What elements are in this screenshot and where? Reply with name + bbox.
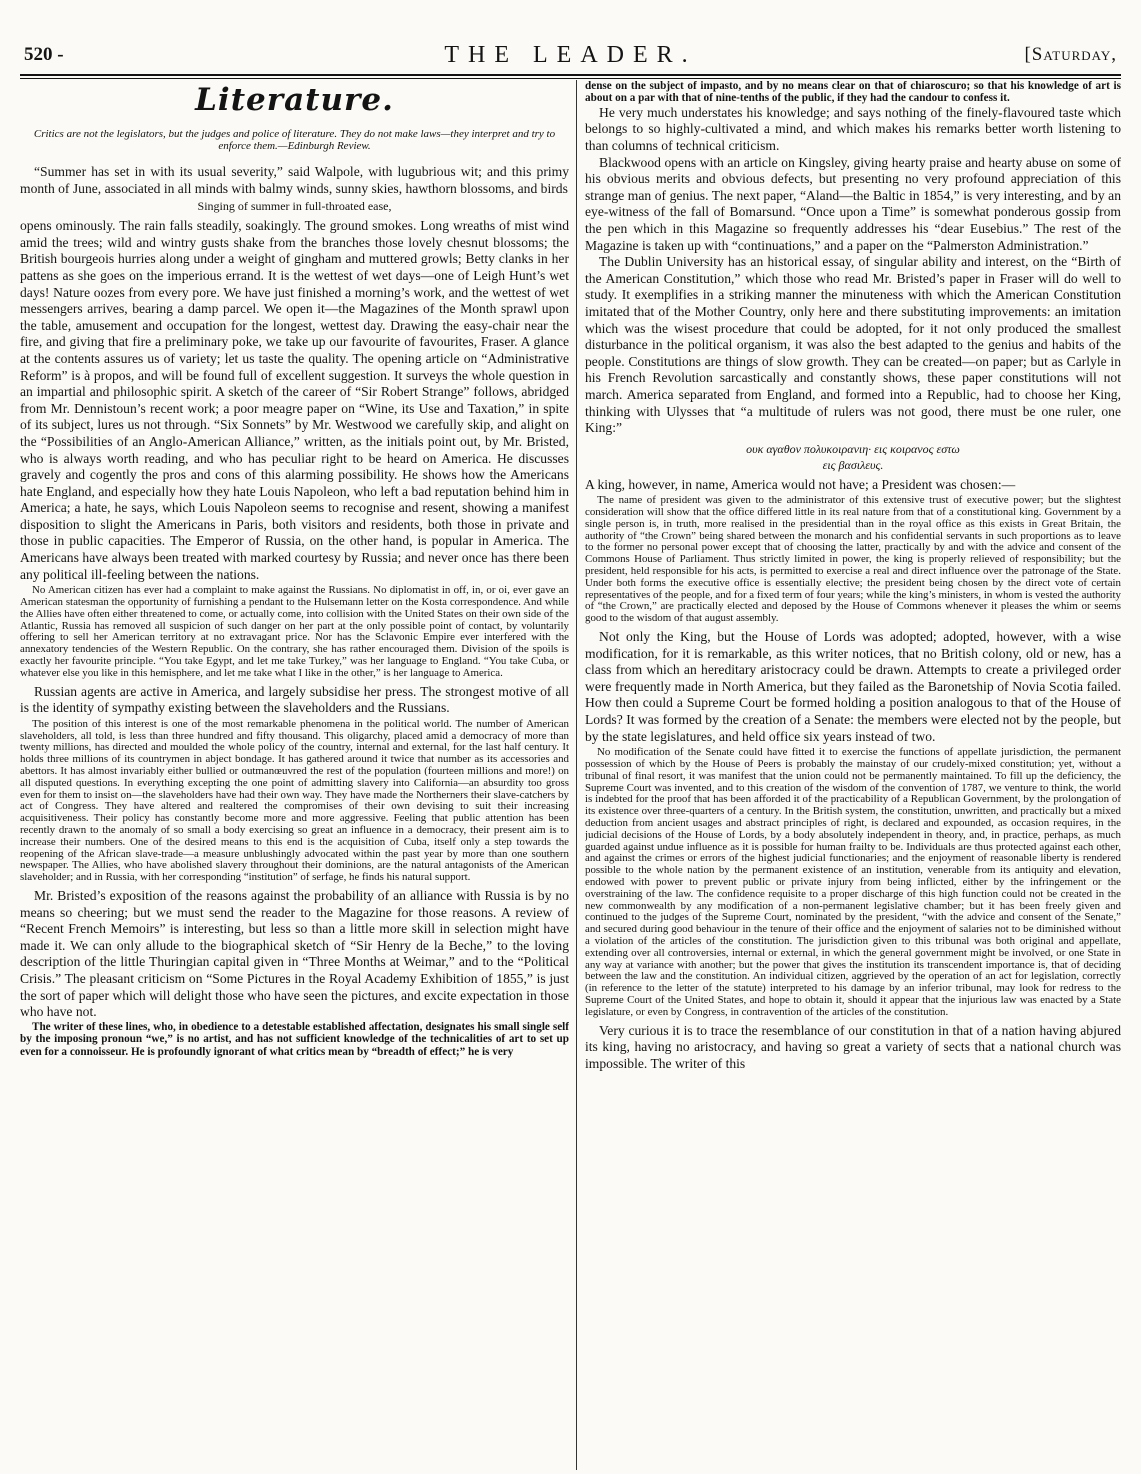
quote-russians: No American citizen has ever had a complaint to make against the Russians. No diplomatist in off, in, or oi, ever gave an American statesman the opportunity of furnishing a pendant to the Hulsemann letter on the Kosta correspondence. And while the Allies have often either threatened to come, or actually come, into collision with the United States on their own side of the Atlantic, Russia has removed all suspicion of such danger on her part at the only possible point of contact, by voluntarily offering to sell her American territory at no extravagant price. Nor has the Sclavonic Empire ever interfered with the annexatory tendencies of the Western Republic. On the contrary, she has rather encouraged them. Division of the spoils is exactly her favourite principle. “You take Egypt, and let me take Turkey,” was her language to England. “You take Cuba, or whatever else you like in this hemisphere, and let me take what I like in the other,” is her language to America. — [20, 584, 569, 679]
quote-writer-note-cont: dense on the subject of impasto, and by no means clear on that of chiaroscuro; so that his knowledge of art is about on a par with that of nine-tenths of the public, if they had the candour to confess it. — [585, 80, 1121, 105]
greek-quotation — [585, 441, 1121, 473]
quote-supreme-court: No modification of the Senate could have fitted it to exercise the functions of appellate jurisdiction, the permanent possession of which by the House of Peers is probably the mainstay of our crudely-mixed constitution; yet, without a tribunal of final resort, it was manifest that the union could not be permanently maintained. To fill up the deficiency, the Supreme Court was invented, and to this creation of the wisdom of the convention of 1787, we venture to think, the world is indebted for the proof that has been afforded it of the practicability of a Republican Government, by the prolongation of its existence over three-quarters of a century. In the British system, the constitution, unwritten, and practically but a mixed deduction from ancient usages and abstract principles of right, is declared and expounded, as occasion requires, in the judicial decisions of the House of Lords, by a body absolutely independent in theory, and, in practice, perhaps, as much guarded against undue influence as it is possible for human frailty to be. Individuals are thus protected against each other, and against the crimes or errors of the highest judicial functionaries; and the enjoyment of reasonable liberty is rendered possible to the whole nation by the permanent existence of an institution, venerable from its antiquity and elevation, endowed with power to prevent public or private injury from being inflicted, either by the infringement or the overstraining of the law. The confidence requisite to a proper discharge of this high function could not be created in the new commonwealth by any modification of a non-permanent legislative chamber; but it has been freely given and continued to the judges of the Supreme Court, nominated by the president, “with the advice and consent of the Senate,” and secured during good behaviour in the tenure of their office and the enjoyment of salaries not to be diminished without a violation of the articles of the constitution. The jurisdiction given to this tribunal was both original and appellate, extending over all controversies, internal or external, in which the general government might be involved, or one State in any way at variance with another; but the power that gives the institution its transcendent importance is, that of deciding between the law and the constitution. An individual citizen, aggrieved by the operation of an act for legislation, correctly (in reference to the letter of the statute) interpreted to his damage by an inferior tribunal, may look for redress to the Supreme Court of the United States, and hope to obtain it, should it appear that the injurious law was enacted by a State legislature, or even by Congress, in contravention of the articles of the constitution. — [585, 746, 1121, 1018]
verse-line: Singing of summer in full-throated ease, — [197, 199, 392, 214]
paragraph-dublin-university: The Dublin University has an historical essay, of singular ability and interest, on the “Birth of the American Constitution,” which those who read Mr. Bristed’s paper in Fraser will do well to study. It exemplifies in a striking manner the minuteness with which the American Constitution imitated that of the Mother Country, only here and there substituting improvements: an imitation which was the wisest procedure that could be adopted, for it not only produced the smallest disturbance in the political organism, it was also the best adapted to the genius and habits of the people. Constitutions are things of slow growth. They can be created—on paper; but as Carlyle in his French Revolution sarcastically and constantly shows, these paper constitutions will not march. America separated from England, and formed into a Republic, had to choose her King, thinking with Ulysses that “a multitude of rulers was not good, there must be one ruler, one King:” — [585, 254, 1121, 436]
page-number: 520 - — [24, 44, 64, 65]
quote-writer-note: The writer of these lines, who, in obedience to a detestable established affectation, designates his small single self by the imposing pronoun “we,” is no artist, and has not sufficient knowledge of the technicalities of art to set up even for a connoisseur. He is profoundly ignorant of what critics mean by “breadth of effect;” he is very — [20, 1020, 569, 1058]
paragraph-bristed: Mr. Bristed’s exposition of the reasons against the probability of an alliance with Russia is by no means so cheering; but we must send the reader to the Magazine for those reasons. A review of “Recent French Memoirs” is interesting, but less so than a little more skill in selection might have made it. We can only allude to the biographical sketch of “Sir Henry de la Beche,” to the loving description of the little Thuringian capital given in “Three Months at Weimar,” and to the “Political Crisis.” The pleasant criticism on “Some Pictures in the Royal Academy Exhibition of 1855,” is just the sort of paper which will delight those who have seen the pictures, and excite expectation in those who have not. — [20, 887, 569, 1020]
paragraph-summer: “Summer has set in with its usual severity,” said Walpole, with lugubrious wit; and this primy month of June, associated in all minds with balmy winds, sunny skies, hawthorn blossoms, and birds — [20, 164, 569, 196]
quote-president: The name of president was given to the administrator of this extensive trust of executive power; but the slightest consideration will show that the office differed little in its real nature from that of a constitutional king. Government by a single person is, in truth, more realised in the presidential than in the royal office as this exists in Great Britain, the authority of “the Crown” being shared between the monarch and his confidential servants in such proportions as to leave to the former no personal power except that of choosing the latter, practically by and with the advice and consent of the Commons House of Parliament. Thus strictly limited in power, the king is properly relieved of responsibility; but the president, held responsible for his acts, is permitted to exercise a real and direct influence over the patronage of the State. Under both forms the executive office is essentially elective; the president being chosen by the direct vote of certain representatives of the people, and for a fixed term of four years; while the king’s ministers, in whom is vested the authority of “the Crown,” are practically elected and deposed by the House of Commons whenever it pleases the whim or seems good to the wisdom of that august assembly. — [585, 494, 1121, 625]
column-divider — [576, 80, 577, 1470]
greek-line-1: ουκ αγαθον πολυκοιρανιη· εις κοιρανος εστω — [746, 441, 960, 456]
epigraph: Critics are not the legislators, but the judges and police of literature. They do not make laws—they interpret and try to enforce them.—Edinburgh Review. — [33, 128, 556, 152]
paragraph-resemblance: Very curious it is to trace the resemblance of our constitution in that of a nation having abjured its king, having no aristocracy, and having so great a variety of sects that a national church was impossible. The writer of this — [585, 1022, 1121, 1071]
paragraph-magazines: opens ominously. The rain falls steadily, soakingly. The ground smokes. Long wreaths of mist wind amid the trees; wild and wintry gusts shake from the branches those lovely chesnut blossoms; the British bourgeois hurries along under a weight of gingham and muttered growls; Betty clanks in her pattens as she goes on the imperious errand. It is the wettest of wet days—one of Leigh Hunt’s wet days! Nature oozes from every pore. We have just finished a morning’s work, and the wettest of wet messengers arrives, bearing a damp parcel. We open it—the Magazines of the Month sprawl upon the table, amusement and occupation for the longest, wettest day. Drawing the easy-chair near the fire, and giving that fire a preliminary poke, we take up our favourite of favourites, Fraser. A glance at the contents assures us of variety; let us taste the quality. The opening article on “Administrative Reform” is à propos, and will be found full of excellent suggestion. It surveys the whole question in an impartial and philosophic spirit. A sketch of the career of “Sir Robert Strange” follows, abridged from Mr. Dennistoun’s recent work; a poor meagre paper on “Wine, its Use and Taxation,” in spite of its subject, lures us not through. “Six Sonnets” by Mr. Westwood we carefully skip, and alight on the “Possibilities of an Anglo-American Alliance,” written, as the initials point out, by Mr. Bristed, who is always worth reading, and who has peculiar right to be heard on America. He discusses gravely and cogently the pros and cons of this alarming possibility. He shows how the Americans hate England, and especially how they hate Louis Napoleon, who left a bad reputation behind him in America; a hate, he says, which Louis Napoleon seems to recognise and resent, showing a manifest disposition to slight the Americans in Paris, both visitors and residents, both those in private and those in public capacities. The Emperor of Russia, on the other hand, is popular in America. The Americans have always been treated with marked courtesy by Russia; and never once has there been any political ill-feeling between the nations. — [20, 218, 569, 582]
paragraph-house-of-lords: Not only the King, but the House of Lords was adopted; adopted, however, with a wise modification, for it is remarkable, as this writer notices, that no British colony, old or new, has a class from which an hereditary aristocracy could be drawn. Attempts to create a privileged order were frequently made in North America, but they failed as the Baronetship of Novia Scotia failed. How then could a Supreme Court be formed holding a position analogous to that of the House of Lords? It was formed by the creation of a Senate: the members were elected not by the people, but by the state legislatures, and held office six years instead of two. — [585, 629, 1121, 744]
issue-day: [Saturday, — [1024, 44, 1117, 65]
page-header — [20, 40, 1121, 76]
greek-line-2: εις βασιλευς. — [822, 457, 884, 472]
section-title: Literature. — [195, 82, 394, 118]
paragraph-blackwood: Blackwood opens with an article on Kingsley, giving hearty praise and hearty abuse on some of his obvious merits and obvious defects, but presenting no very profound appreciation of this strange man of genius. The next paper, “Aland—the Baltic in 1854,” is very interesting, and by an eye-witness of the fall of Bomarsund. “Once upon a Time” is somewhat ponderous gossip from the pen which in this Magazine so frequently addresses his “dear Eusebius.” The rest of the Magazine is taken up with “continuations,” and a paper on the “Palmerston Administration.” — [585, 154, 1121, 253]
quote-slaveholders: The position of this interest is one of the most remarkable phenomena in the political world. The number of American slaveholders, all told, is less than three hundred and fifty thousand. This oligarchy, placed amid a democracy of more than twenty millions, has directed and moulded the whole policy of the country, internal and external, for the last half century. It holds three millions of its countrymen in abject bondage. It has gathered around it twice that number as its accessories and abettors. It has almost invariably either bullied or outmanœuvred the rest of the population (fourteen millions and more!) on all disputed questions. In everything excepting the one point of admitting slavery into California—an absurdity too gross even for them to insist on—the slaveholders have had their own way. They have made the Northerners their slave-catchers by act of Congress. They have altered and realtered the compromises of their own devising to suit their increasing acquisitiveness. Their policy has constantly become more and more aggressive. Feeling that public attention has been recently drawn to the anomaly of so small a body exercising so great an influence in a democracy, their present aim is to increase their numbers. One of the desired means to this end is the acquisition of Cuba, itself only a step towards the reopening of the African slave-trade—a measure unblushingly advocated within the past year by more than one southern newspaper. The Allies, who have abolished slavery throughout their dominions, are the natural antagonists of the American slaveholder; and in Russia, with her corresponding “institution” of serfage, he finds his natural support. — [20, 717, 569, 884]
right-column — [585, 80, 1121, 1472]
paragraph-russian-agents: Russian agents are active in America, and largely subsidise her press. The strongest motive of all is the identity of sympathy existing between the slaveholders and the Russians. — [20, 683, 569, 716]
paragraph-understates: He very much understates his knowledge; and says nothing of the finely-flavoured taste which belongs to so highly-cultivated a mind, and which makes his remarks better worth listening to than columns of technical criticism. — [585, 104, 1121, 153]
paragraph-president: A king, however, in name, America would not have; a President was chosen:— — [585, 476, 1016, 492]
masthead-title: THE LEADER. — [444, 42, 697, 68]
left-column — [20, 80, 569, 1472]
